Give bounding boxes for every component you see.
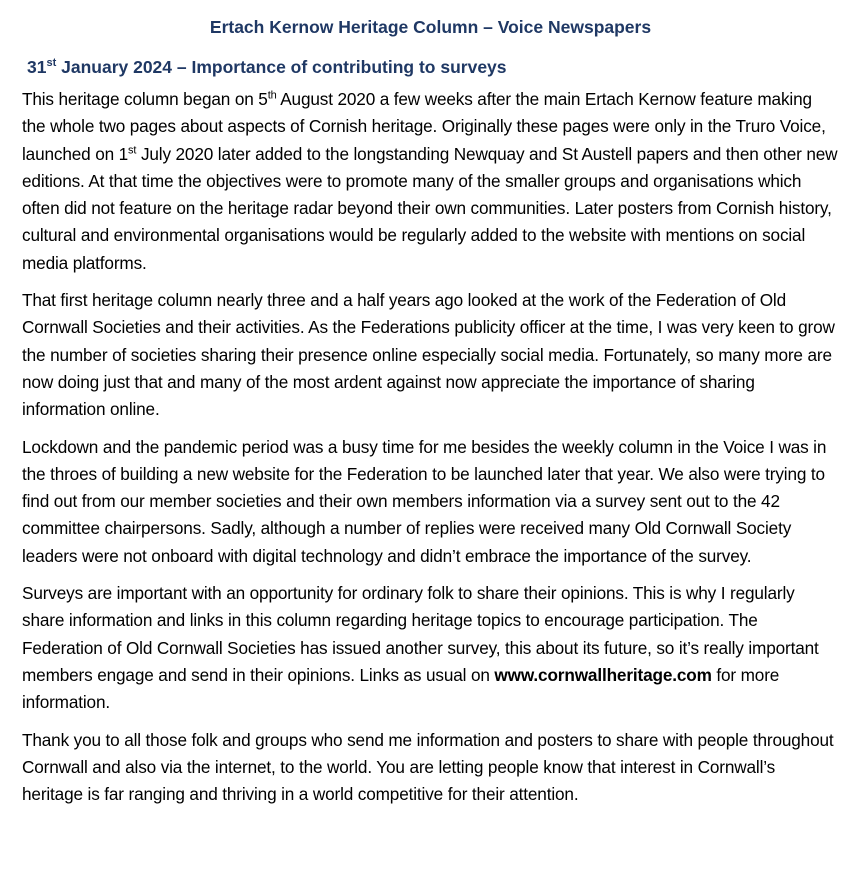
paragraph-1-sup-a: th bbox=[267, 89, 277, 102]
paragraph-4-text: Surveys are important with an opportunity for ordinary folk to share their opinions. This is why I regularly share information and links in this column regarding heritage topics to encourage participation. The Federation of Old Cornwall Societies has issued another survey, this about its future, so it’s really important members engage and send in their opinions. Links as usual on bbox=[22, 583, 819, 685]
article-dateline bbox=[22, 38, 839, 78]
dateline-day: 31 bbox=[27, 57, 47, 77]
dateline-rest: January 2024 – Importance of contributing to surveys bbox=[56, 57, 507, 77]
paragraph-2: That first heritage column nearly three and a half years ago looked at the work of the Federation of Old Cornwall Societies and their activities. As the Federations publicity officer at the time, I was very keen to grow the number of societies sharing their presence online especially social media. Fortunately, so many more are now doing just that and many of the most ardent against now appreciate the importance of sharing information online. bbox=[22, 290, 835, 420]
paragraph-5: Thank you to all those folk and groups who send me information and posters to share with people throughout Cornwall and also via the internet, to the world. You are letting people know that interest in Cornwall’s heritage is far ranging and thriving in a world competitive for their attention. bbox=[22, 729, 834, 805]
paragraph-1 bbox=[22, 86, 839, 277]
website-link[interactable]: www.cornwallheritage.com bbox=[494, 664, 712, 685]
paragraph-4-after: for more information. bbox=[22, 664, 780, 713]
page-title: Ertach Kernow Heritage Column – Voice Newspapers bbox=[209, 17, 652, 37]
paragraph-1-part-a: This heritage column began on 5 bbox=[22, 89, 268, 109]
paragraph-1-part-b: August 2020 a few weeks after the main Ertach Kernow feature making the whole two pages about aspects of Cornish heritage. Originally these pages were only in the Truro Voice, launched on 1 bbox=[22, 89, 826, 164]
paragraph-1-part-c: July 2020 later added to the longstanding Newquay and St Austell papers and then other new editions. At that time the objectives were to promote many of the smaller groups and organisations which often did not feature on the heritage radar beyond their own communities. Later posters from Cornish history, cultural and environmental organisations would be regularly added to the website with mentions on social media platforms. bbox=[22, 143, 838, 273]
paragraph-1-sup-b: st bbox=[128, 143, 137, 156]
dateline-day-suffix: st bbox=[46, 57, 57, 70]
paragraph-3: Lockdown and the pandemic period was a busy time for me besides the weekly column in the Voice I was in the throes of building a new website for the Federation to be launched later that year. We also were trying to find out from our member societies and their own members information via a survey sent out to the 42 committee chairpersons. Sadly, although a number of replies were received many Old Cornwall Society leaders were not onboard with digital technology and didn’t embrace the importance of the survey. bbox=[22, 436, 827, 566]
paragraph-4 bbox=[22, 580, 839, 716]
